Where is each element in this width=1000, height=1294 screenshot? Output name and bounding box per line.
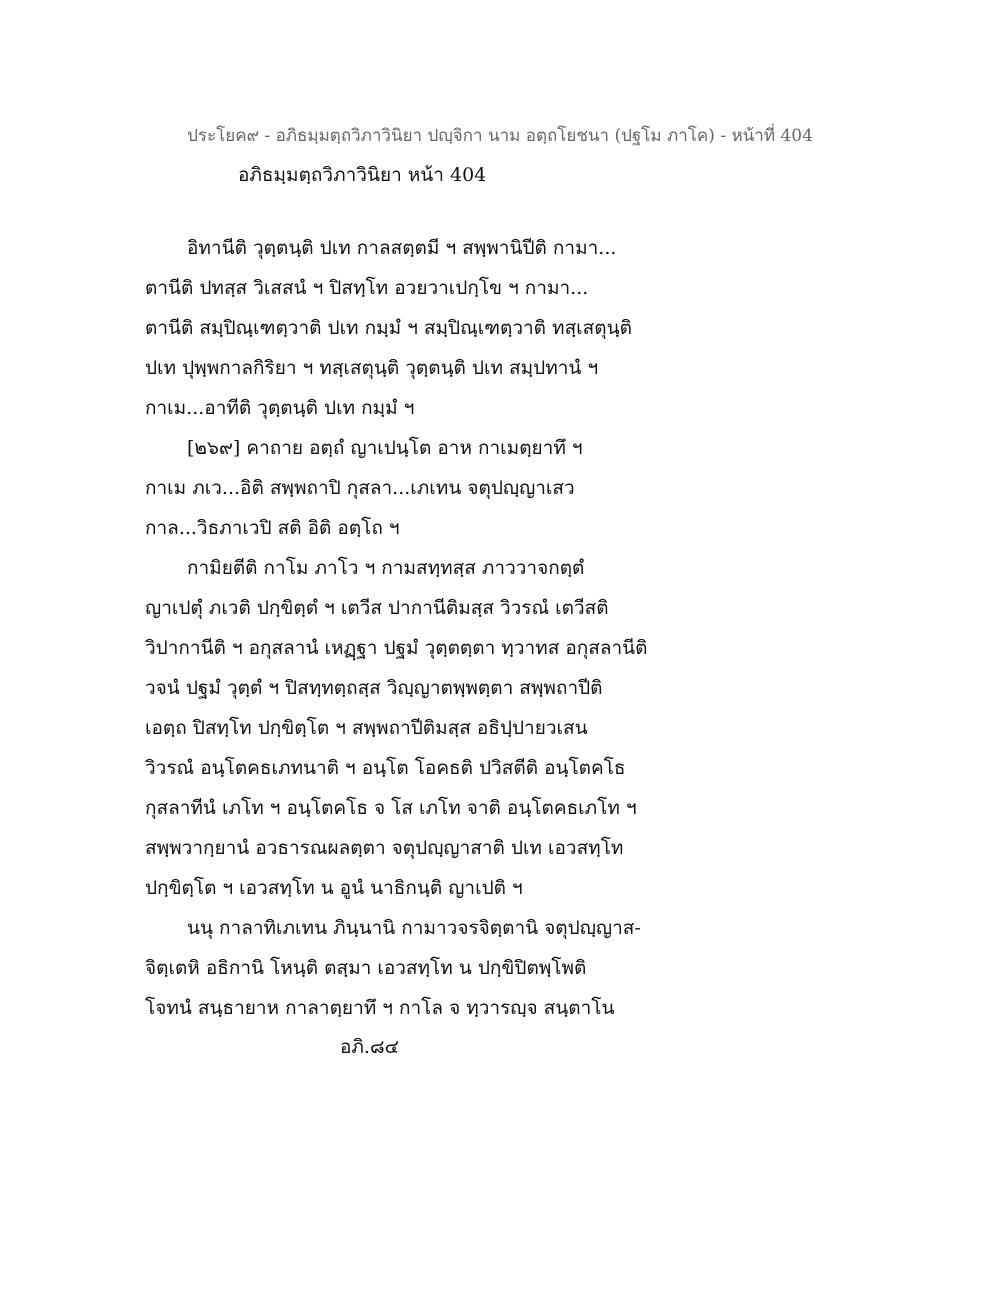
text-line: วิปากานีติ ฯ อกุสลานํ เหฏฺฐา ปฐมํ วุตฺตตฺตา ทฺวาทส อกุสลานีติ [145, 637, 648, 659]
text-line: สพฺพวากฺยานํ อวธารณผลตฺตา จตุปญฺญาสาติ ปเท เอวสทฺโท [145, 837, 624, 859]
page-signature: อภิ.๘๔ [340, 1036, 400, 1058]
text-line: วิวรณํ อนฺโตคธเภทนาติ ฯ อนฺโต โอคธติ ปวิสตีติ อนฺโตคโธ [145, 757, 626, 779]
text-line: วจนํ ปฐมํ วุตฺตํ ฯ ปิสทฺทตฺถสฺส วิญฺญาตพฺพตฺตา สพฺพถาปีติ [145, 677, 603, 699]
text-line: กาล...วิธภาเวปิ สติ อิติ อตฺโถ ฯ [145, 517, 400, 539]
text-line: จิตฺเตหิ อธิกานิ โหนฺติ ตสฺมา เอวสทฺโท น ปกฺขิปิตพฺโพติ [145, 957, 587, 979]
text-line: ตานีติ สมฺปิณฺเฑตฺวาติ ปเท กมฺมํ ฯ สมฺปิณฺเฑตฺวาติ ทสฺเสตุนฺติ [145, 317, 632, 339]
text-line: ตานีติ ปทสฺส วิเสสนํ ฯ ปิสทฺโท อวยวาเปกฺโข ฯ กามา... [145, 277, 589, 299]
text-line: กาเม...อาทีติ วุตฺตนฺติ ปเท กมฺมํ ฯ [145, 397, 415, 419]
text-line: [๒๖๙] คาถาย อตฺถํ ญาเปนฺโต อาห กาเมตฺยาทึ ฯ [187, 437, 583, 459]
text-line: กาเม ภเว...อิติ สพฺพถาปิ กุสลา...เภเทน จตุปญฺญาเสว [145, 477, 575, 499]
page-title: อภิธมฺมตฺถวิภาวินิยา หน้า 404 [238, 164, 487, 186]
text-line: ปเท ปุพฺพกาลกิริยา ฯ ทสฺเสตุนฺติ วุตฺตนฺติ ปเท สมฺปทานํ ฯ [145, 357, 599, 379]
text-line: ญาเปตุํ ภเวติ ปกฺขิตฺตํ ฯ เตวีส ปากานีติมสฺส วิวรณํ เตวีสติ [145, 597, 609, 619]
text-line: ปกฺขิตฺโต ฯ เอวสทฺโท น อูนํ นาธิกนฺติ ญาเปติ ฯ [145, 877, 523, 899]
running-header: ประโยค๙ - อภิธมฺมตฺถวิภาวินิยา ปญฺจิกา นาม อตฺถโยชนา (ปฐโม ภาโค) - หน้าที่ 404 [187, 126, 813, 146]
text-line: นนุ กาลาทิเภเทน ภินฺนานิ กามาวจรจิตฺตานิ จตุปญฺญาส- [187, 917, 641, 939]
text-line: กุสลาทีนํ เภโท ฯ อนฺโตคโธ จ โส เภโท จาติ อนฺโตคธเภโท ฯ [145, 797, 637, 819]
text-line: เอตฺถ ปิสทฺโท ปกฺขิตฺโต ฯ สพฺพถาปีติมสฺส อธิปฺปายวเสน [145, 717, 588, 739]
text-line: กามิยตีติ กาโม ภาโว ฯ กามสทฺทสฺส ภาววาจกตฺตํ [187, 557, 585, 579]
text-line: อิทานีติ วุตฺตนฺติ ปเท กาลสตฺตมี ฯ สพฺพานิปีติ กามา... [187, 237, 617, 259]
text-line: โจทนํ สนฺธายาห กาลาตฺยาทึ ฯ กาโล จ ทฺวารญฺจ สนฺตาโน [145, 997, 615, 1019]
body-text [145, 228, 785, 1028]
